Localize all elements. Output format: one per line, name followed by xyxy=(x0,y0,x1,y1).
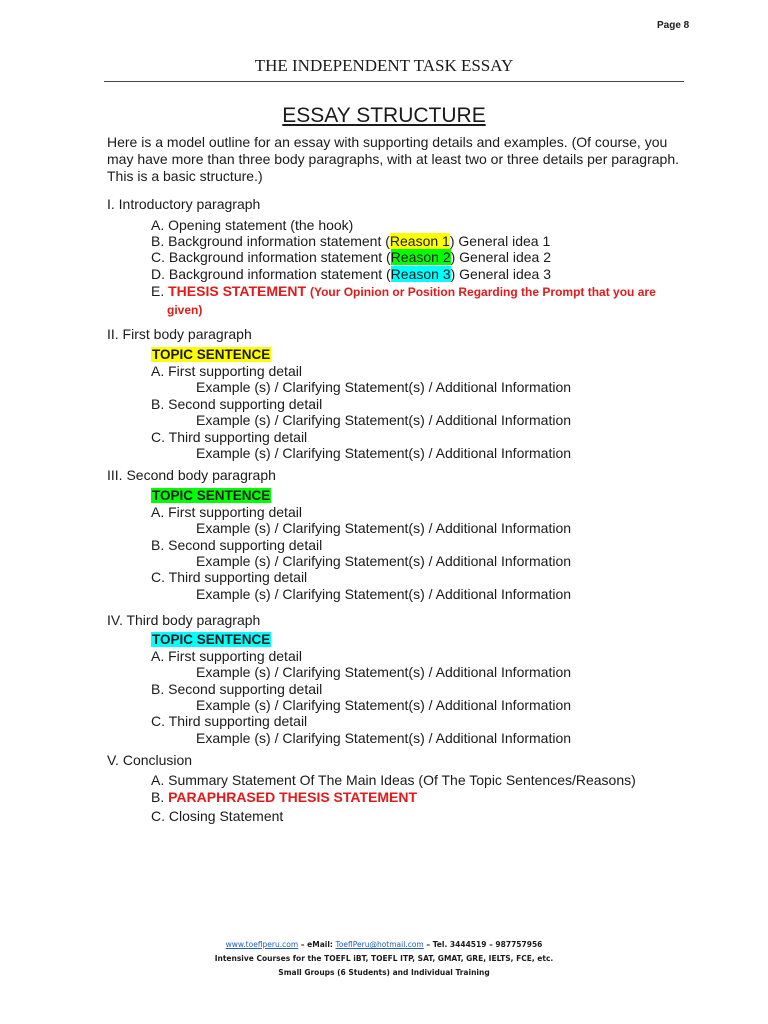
outline-item-background-2: C. Background information statement (Reason 2) General idea 2 xyxy=(151,249,552,265)
outline-item-background-3: D. Background information statement (Reason 3) General idea 3 xyxy=(151,266,552,282)
thesis-note-continued: given) xyxy=(167,303,203,317)
body-2-detail-b: B. Second supporting detail xyxy=(151,537,323,553)
body-2-example-c: Example (s) / Clarifying Statement(s) / Additional Information xyxy=(196,586,572,602)
conclusion-closing: C. Closing Statement xyxy=(151,808,284,824)
body-2-example-b: Example (s) / Clarifying Statement(s) / Additional Information xyxy=(196,553,572,569)
body-2-example-a: Example (s) / Clarifying Statement(s) / Additional Information xyxy=(196,520,572,536)
header-divider xyxy=(104,81,684,82)
body-1-detail-a: A. First supporting detail xyxy=(151,363,302,379)
conclusion-summary: A. Summary Statement Of The Main Ideas (Of The Topic Sentences/Reasons) xyxy=(151,772,636,788)
thesis-note: (Your Opinion or Position Regarding the Prompt that you are xyxy=(309,285,656,299)
section-heading-introductory: I. Introductory paragraph xyxy=(107,196,261,212)
running-header: THE INDEPENDENT TASK ESSAY xyxy=(254,56,514,75)
body-3-detail-c: C. Third supporting detail xyxy=(151,713,308,729)
topic-sentence-body-2: TOPIC SENTENCE xyxy=(152,488,271,503)
footer-training: Small Groups (6 Students) and Individual Training xyxy=(278,968,490,977)
body-1-detail-c: C. Third supporting detail xyxy=(151,429,308,445)
body-1-example-b: Example (s) / Clarifying Statement(s) / Additional Information xyxy=(196,412,572,428)
page-number: Page 8 xyxy=(657,20,690,31)
outline-item-hook: A. Opening statement (the hook) xyxy=(151,217,354,233)
conclusion-paraphrased-thesis: B. PARAPHRASED THESIS STATEMENT xyxy=(151,789,418,805)
body-2-detail-a: A. First supporting detail xyxy=(151,504,302,520)
body-1-detail-b: B. Second supporting detail xyxy=(151,396,323,412)
thesis-statement: THESIS STATEMENT xyxy=(168,283,307,299)
body-3-detail-a: A. First supporting detail xyxy=(151,648,302,664)
reason-3-highlight: Reason 3 xyxy=(390,266,451,282)
body-1-example-a: Example (s) / Clarifying Statement(s) / Additional Information xyxy=(196,379,572,395)
body-3-example-b: Example (s) / Clarifying Statement(s) / Additional Information xyxy=(196,697,572,713)
email-link[interactable]: ToeflPeru@hotmail.com xyxy=(335,940,424,949)
website-link[interactable]: www.toeflperu.com xyxy=(225,940,299,949)
body-3-example-c: Example (s) / Clarifying Statement(s) / Additional Information xyxy=(196,730,572,746)
section-heading-body-1: II. First body paragraph xyxy=(107,326,252,342)
paraphrased-thesis-label: PARAPHRASED THESIS STATEMENT xyxy=(168,789,418,805)
body-2-detail-c: C. Third supporting detail xyxy=(151,569,308,585)
outline-item-background-1: B. Background information statement (Reason 1) General idea 1 xyxy=(151,233,551,249)
outline-item-thesis: E. THESIS STATEMENT (Your Opinion or Position Regarding the Prompt that you are xyxy=(151,283,656,299)
body-3-detail-b: B. Second supporting detail xyxy=(151,681,323,697)
body-1-example-c: Example (s) / Clarifying Statement(s) / Additional Information xyxy=(196,445,572,461)
section-heading-body-2: III. Second body paragraph xyxy=(107,467,276,483)
section-heading-body-3: IV. Third body paragraph xyxy=(107,612,261,628)
reason-1-highlight: Reason 1 xyxy=(389,233,450,249)
topic-sentence-body-3: TOPIC SENTENCE xyxy=(152,632,271,647)
body-3-example-a: Example (s) / Clarifying Statement(s) / Additional Information xyxy=(196,664,572,680)
topic-sentence-body-1: TOPIC SENTENCE xyxy=(152,347,271,362)
page-title: ESSAY STRUCTURE xyxy=(282,104,486,127)
intro-paragraph: Here is a model outline for an essay with supporting details and examples. (Of course, you may have more than three body paragraphs, with at least two or three details per paragraph. This is a basic structure.) xyxy=(107,134,679,184)
section-heading-conclusion: V. Conclusion xyxy=(107,752,193,768)
footer-contact: www.toeflperu.com – eMail: ToeflPeru@hotmail.com – Tel. 3444519 – 987757956 xyxy=(225,940,543,949)
footer-courses: Intensive Courses for the TOEFL iBT, TOEFL ITP, SAT, GMAT, GRE, IELTS, FCE, etc. xyxy=(214,954,554,963)
reason-2-highlight: Reason 2 xyxy=(390,249,451,265)
